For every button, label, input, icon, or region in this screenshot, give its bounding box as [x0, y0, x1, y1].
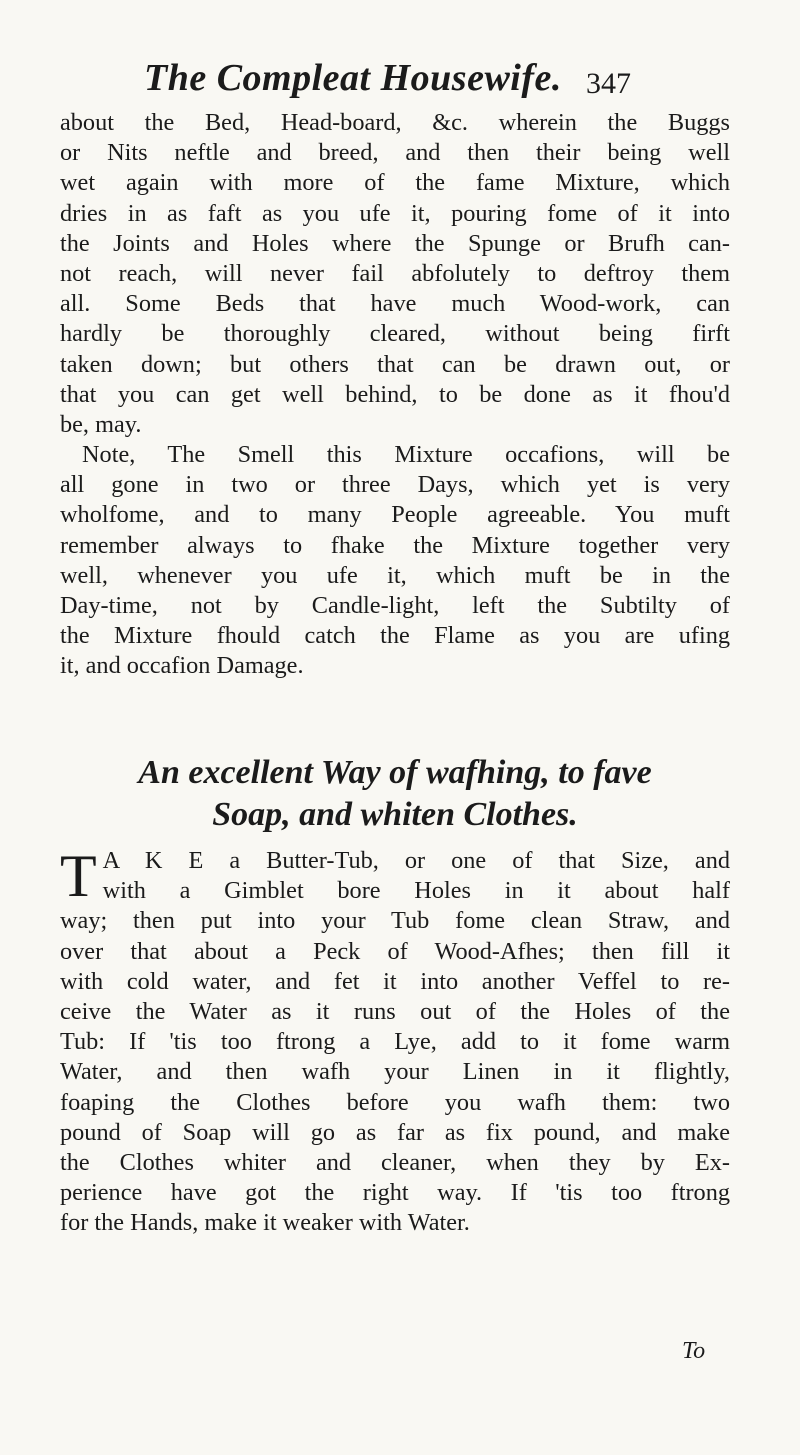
text-line: all gone in two or three Days, which yet is very	[60, 471, 730, 499]
paragraph-note	[60, 440, 730, 682]
text-line: with cold water, and fet it into another Veffel to re-	[60, 967, 730, 995]
text-line: well, whenever you ufe it, which muft be in the	[60, 561, 730, 589]
recipe-paragraph	[60, 843, 730, 1238]
text-line: Note, The Smell this Mixture occafions, will be	[82, 441, 730, 469]
text-line: remember always to fhake the Mixture together very	[60, 531, 730, 559]
text-line: that you can get well behind, to be done as it fhou'd	[60, 380, 730, 408]
text-line: Day-time, not by Candle-light, left the Subtilty of	[60, 592, 730, 619]
text-line: or Nits neftle and breed, and then their being well	[60, 139, 730, 167]
text-line: it, and occafion Damage.	[60, 652, 304, 680]
text-line: hardly be thoroughly cleared, without being firft	[60, 320, 730, 348]
heading-line: Soap, and whiten Clothes.	[212, 796, 578, 833]
body-text	[60, 108, 730, 682]
text-line: dries in as faft as you ufe it, pouring fome of it into	[60, 199, 730, 227]
text-line: ceive the Water as it runs out of the Holes of the	[60, 997, 730, 1025]
text-line: the Mixture fhould catch the Flame as you are ufing	[60, 622, 730, 650]
text-line: about the Bed, Head-board, &c. wherein the Buggs	[60, 109, 730, 136]
text-line: wholfome, and to many People agreeable. You muft	[60, 501, 730, 529]
text-line: be, may.	[60, 410, 142, 438]
text-line: over that about a Peck of Wood-Afhes; then fill it	[60, 937, 730, 965]
text-line: Tub: If 'tis too ftrong a Lye, add to it fome warm	[60, 1028, 730, 1056]
text-line: Water, and then wafh your Linen in it flightly,	[60, 1058, 730, 1086]
text-line: wet again with more of the fame Mixture, which	[60, 169, 730, 197]
recipe-heading	[60, 752, 730, 836]
text-line: pound of Soap will go as far as fix pound, and make	[60, 1118, 730, 1146]
text-line: A K E a Butter-Tub, or one of that Size, and	[102, 847, 730, 874]
text-line: way; then put into your Tub fome clean Straw, and	[60, 907, 730, 935]
text-line: all. Some Beds that have much Wood-work, can	[60, 290, 730, 318]
text-line: the Clothes whiter and cleaner, when they by Ex-	[60, 1148, 730, 1176]
text-line: not reach, will never fail abfolutely to deftroy them	[60, 259, 730, 287]
text-line: taken down; but others that can be drawn out, or	[60, 350, 730, 378]
heading-line: An excellent Way of wafhing, to fave	[138, 754, 652, 791]
paragraph-bed-bugs	[60, 108, 730, 440]
text-line: with a Gimblet bore Holes in it about half	[102, 877, 730, 905]
text-line: for the Hands, make it weaker with Water.	[60, 1209, 470, 1237]
running-title: The Compleat Housewife.	[144, 57, 562, 99]
text-line: the Joints and Holes where the Spunge or Brufh can-	[60, 229, 730, 257]
drop-cap: T	[60, 843, 97, 909]
page-number: 347	[586, 67, 631, 100]
catchword: To	[682, 1338, 706, 1364]
text-line: foaping the Clothes before you wafh them: two	[60, 1088, 730, 1116]
page-header	[130, 50, 720, 106]
text-line: perience have got the right way. If 'tis too ftrong	[60, 1179, 730, 1207]
